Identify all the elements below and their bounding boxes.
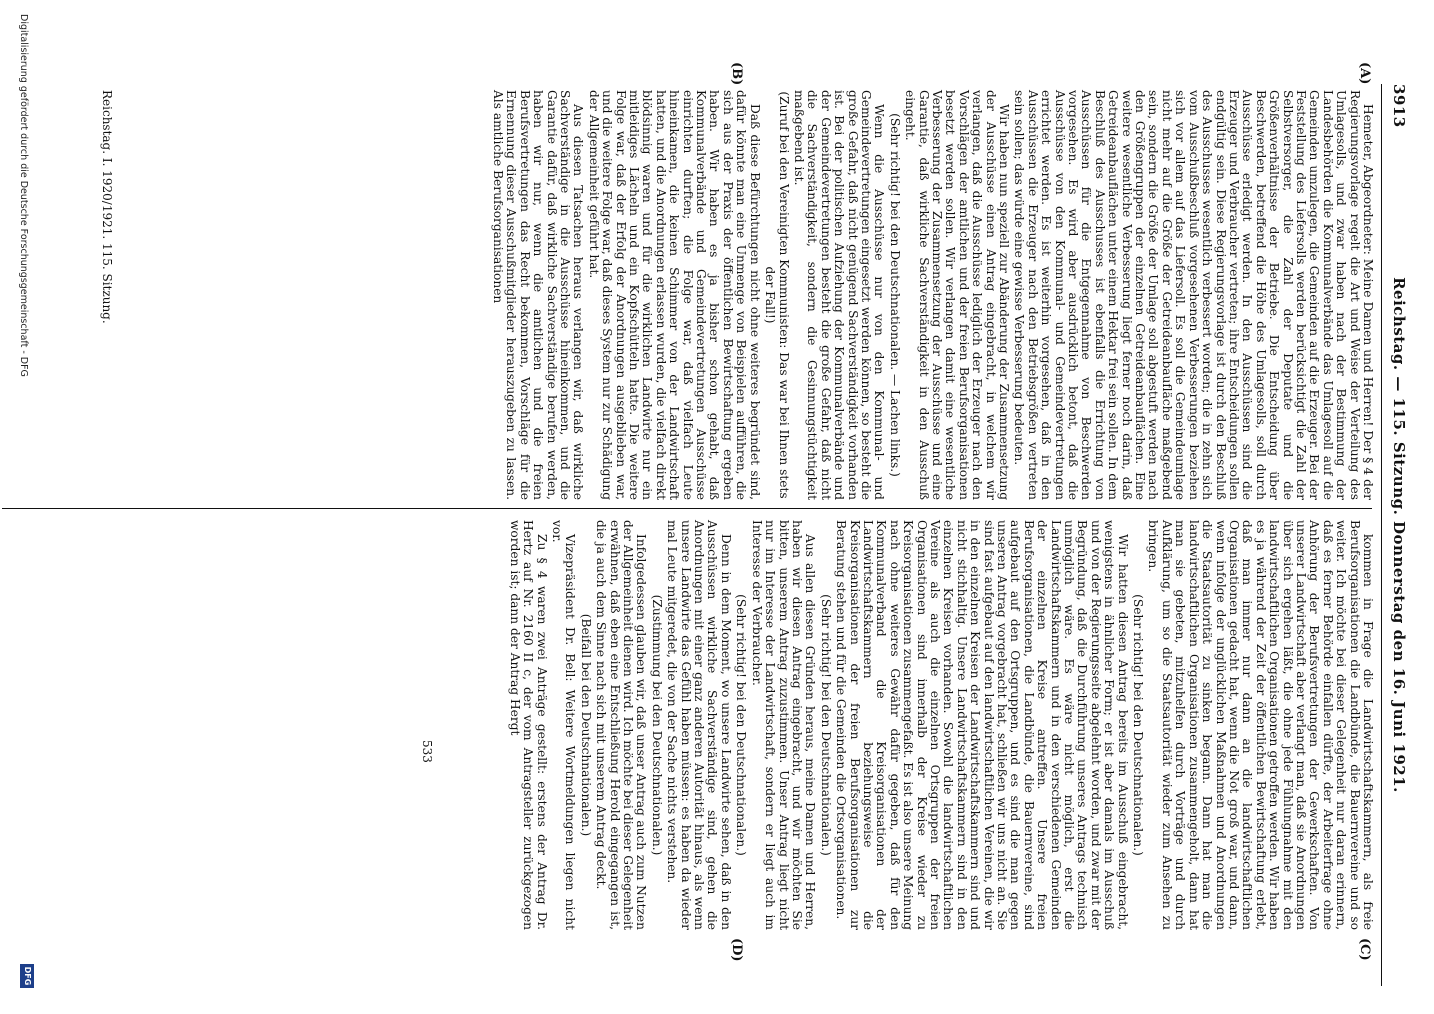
page-footer-number: 533 xyxy=(420,740,434,763)
interjection: (Sehr richtig! bei den Deutschnationalen.) xyxy=(734,594,749,856)
margin-marker-a: (A) xyxy=(1357,62,1372,85)
interjection: (Sehr richtig! bei den Deutschnationalen. — Lachen links.) xyxy=(887,113,902,477)
interjection: (Zuruf bei den Vereinigten Kommunisten: Das war bei Ihnen stets der Fall!) xyxy=(763,91,791,499)
interjection: (Sehr richtig! bei den Deutschnationalen.) xyxy=(1131,594,1146,856)
interjection: (Sehr richtig! bei den Deutschnationalen.) xyxy=(818,594,833,856)
paragraph: Hemeter, Abgeordneter: Meine Damen und Herren! Der § 4 der Regierungsvorlage regelt die Art und Weise der Verteilung des Umlagesolls, und zwar haben nach der Bestimmung der Landesbehörden die Kommunalverbände das Umlagesoll auf die Gemeinden umzulegen, die Gemeinden auf die Erzeuger. Bei der Feststellung des Liefersolls werden berücksichtigt die Zahl der Selbstversorger, die Zahl der Deputate und die Größenverhältnisse der Betriebe. Die Entscheidung über Beschwerden, betreffend die Höhe des Umlagesolls, soll durch Ausschüsse erledigt werden. In den Ausschüssen sind die Erzeuger und Verbraucher vertreten; ihre Entscheidungen sollen endgültig sein. Diese Regierungsvorlage ist durch den Beschluß des Ausschusses wesentlich verbessert worden; die in zehn sich vom Ausschußbeschluß vorgesehenen Verbesserungen beziehen sich vor allem auf das Liefersoll. Es soll die Gemeindeumlage nicht mehr auf die Größe der Getreideanbaufläche maßgebend sein, sondern die Größe der Umlage soll abgestuft werden nach den Größengruppen der einzelnen Getreideanbauflächen. Eine weitere wesentliche Verbesserung liegt ferner noch darin, daß Getreideanbauflächen unter einem Hektar frei sein sollen. In dem Beschluß des Ausschusses ist ebenfalls die Errichtung von Ausschüssen für die Entgegennahme von Beschwerden vorgesehen. Es wird aber ausdrücklich betont, daß die Ausschüsse von den Kommunal- und Gemeindevertretungen errichtet werden. Es ist weiterhin vorgesehen, daß in den Ausschüssen die Erzeuger nach den Betriebsgrößen vertreten sein sollen; das würde eine gewisse Verbesserung bedeuten. xyxy=(1012,90,1375,500)
interjection: (Beifall bei den Deutschnationalen.) xyxy=(578,613,593,837)
paragraph: Wir hatten diesen Antrag bereits im Ausschuß eingebracht, wenigstens in ähnlicher Form; er ist aber damals im Ausschuß und von der Regierungsseite abgelehnt worden, und zwar mit der Begründung, daß die Durchführung unseres Antrags technisch unmöglich wäre. Es wäre nicht möglich, erst die Landwirtschaftskammern und in den verschiedenen Gemeinden der einzelnen Kreise antreffen. Unsere freien Berufsorganisationen, die Landbünde, die Bauernvereine, sind aufgebaut auf den Ortsgruppen, und es sind die man gegen unseren Antrag vorgebracht hat, schließen wir uns nicht an. Sie sind fast aufgebaut auf den landwirtschaftlichen Vereinen, die wir in den einzelnen Kreisen der Landwirtschaftskammern sind und nicht stichhaltig. Unsere Landwirtschaftskammern sind in den einzelnen Kreisen vorhanden. Sowohl die landwirtschaftlichen Vereine als auch die einzelnen Ortsgruppen der freien Organisationen sind innerhalb der Kreise wieder zu Kreisorganisationen zusammengefaßt. Es ist also unsere Meinung nach ohne weiteres Gewähr dafür gegeben, daß für den Kommunalverband die Kreisorganisationen der Landwirtschaftskammern beziehungsweise die Kreisorganisationen der freien Berufsorganisationen zur Beratung stehen und für die Gemeinden die Ortsorganisationen. xyxy=(834,520,1130,930)
digitization-note: Digitalisierung gefördert durch die Deutsche Forschungsgemeinschaft - DFG xyxy=(18,14,29,377)
page-number: 3913 xyxy=(1390,84,1408,128)
margin-marker-b: (B) xyxy=(729,62,744,86)
paragraph: kommen in Frage die Landwirtschaftskammern, als freie Berufsorganisationen die Landbünde, die Bauernvereine und so weiter. Ich möchte bei dieser Gelegenheit nur daran erinnern, daß es ferner Behörde einfallen dürfte, der Arbeiterfrage ohne Anhörung der Berufsvertretungen der Gewerkschaften. Von unserer Landwirtschaft aber verlangt man, daß sie Anordnungen über sich ergehen läßt, die ohne jede Fühlungnahme mit den landwirtschaftlichen Organisationen getroffen werden. Wir haben es ja während der Zeit der öffentlichen Bewirtschaftung erlebt, daß man immer nur dann an die landwirtschaftlichen Organisationen gedacht hat, wenn die Not groß war, und dann, wenn infolge der unglücklichen Maßnahmen und Anordnungen die Staatsautorität zu sinken begann. Dann hat man die landwirtschaftlichen Organisationen zusammengeholt, dann hat man sie gebeten, mitzuhelfen durch Vorträge und durch Aufklärung, um so die Staatsautorität wieder zum Ansehen zu bringen. xyxy=(1146,520,1375,930)
paragraph: Aus diesen Tatsachen heraus verlangen wir, daß wirkliche Sachverständige in die Ausschüsse hineinkommen, und die Garantie dafür, daß wirkliche Sachverständige berufen werden, haben wir nur, wenn die amtlichen und die freien Berufsvertretungen das Recht bekommen, Vorschläge für die Ernennung dieser Ausschußmitglieder herauszugeben zu lassen. Als amtliche Berufsorganisationen xyxy=(491,90,586,500)
interjection: (Zustimmung bei den Deutschnationalen.) xyxy=(649,594,664,856)
margin-marker-d: (D) xyxy=(729,938,744,962)
paragraph: Daß diese Befürchtungen nicht ohne weiteres begründet sind, dafür könnte man eine Unmenge von Beispielen aufführen, die sich aus der Praxis der öffentlichen Bewirtschaftung ergeben haben. Wir haben es ja bisher schon gehabt, daß Kommunalverbände und Gemeindevertretungen Ausschüsse einrichten durften; die Folge war, daß vielfach Leute hineinkamen, die keinen Schimmer von der Landwirtschaft hatten, und die Anordnungen erlassen wurden, die vielfach direkt blödsinnig waren und für die wirklichen Landwirte nur ein mitleidiges Lächeln und ein Kopfschütteln hatte. Die weitere Folge war, daß der Erfolg der Anordnungen ausgeblieben war, und die weitere Folge war, daß dieses System nur zur Schädigung der Allgemeinheit geführt hat. xyxy=(586,90,762,500)
paragraph: Vizepräsident Dr. Bell: Weitere Wortmeldungen liegen nicht vor. xyxy=(550,520,578,930)
page-title: Reichstag. — 115. Sitzung. Donnerstag den 16. Juni 1921. xyxy=(1390,277,1408,793)
paragraph: Wir haben nun speziell zur Abänderung der Zusammensetzung der Ausschüsse einen Antrag eingebracht, in welchem wir verlangen, daß die Ausschüsse lediglich der Erzeuger nach den Vorschlägen der amtlichen und der freien Berufsorganisationen besetzt werden sollen. Wir verlangen damit eine wesentliche Verbesserung der Zusammensetzung der Ausschüsse und eine Garantie, daß wirkliche Sachverständigkeit in den Ausschuß eingeht. xyxy=(903,90,1012,500)
paragraph: Infolgedessen glauben wir, daß unser Antrag auch zum Nutzen der Allgemeinheit dienen wird. Ich möchte bei dieser Gelegenheit erwähnen, daß eben eine Entschließung Herold eingegangen ist, die ja auch dem Sinne nach sich mit unserem Antrag deckt. xyxy=(594,520,649,930)
left-column xyxy=(119,90,1374,500)
right-column xyxy=(507,520,1375,930)
paragraph: Denn in dem Moment, wo unsere Landwirte sehen, daß in den Ausschüssen wirkliche Sachverständige sind, gehen die Anordnungen mit einer ganz anderen Autorität hinaus, als wenn unsere Landwirte das Gefühl haben müssen: es haben da wieder mal Leute mitgeredet, die von der Sache nichts verstehen. xyxy=(665,520,733,930)
column-rule xyxy=(2,508,1372,509)
paragraph: Zu § 4 waren zwei Anträge gestellt: erstens der Antrag Dr. Hertz auf Nr. 2160 II c, der vom Antragsteller zurückgezogen worden ist; dann der Antrag Hergt xyxy=(507,520,549,930)
column-footer: Reichstag. I. 1920/1921. 115. Sitzung. xyxy=(100,90,114,324)
page-header xyxy=(1384,84,1414,986)
margin-marker-c: (C) xyxy=(1357,938,1372,961)
dfg-logo-icon: DFG xyxy=(20,964,34,988)
paragraph: Aus allen diesen Gründen heraus, meine Damen und Herren, haben wir diesen Antrag eingebracht, und wir möchten Sie bitten, unserem Antrag zuzustimmen. Unser Antrag liegt nicht nur im Interesse der Landwirtschaft, sondern er liegt auch im Interesse der Verbraucher. xyxy=(749,520,818,930)
paragraph: Wenn die Ausschüsse nur von den Kommunal- und Gemeindevertretungen eingesetzt werden können, so besteht die große Gefahr, daß nicht genügend Sachverständigkeit vorhanden ist. Bei der politischen Aufziehung der Kommunalverbände und der Gemeindevertretungen besteht die große Gefahr, daß nicht die Sachverständigkeit, sondern die Gesinnungstüchtigkeit maßgebend ist. xyxy=(791,90,887,500)
header-rule xyxy=(1381,84,1382,986)
